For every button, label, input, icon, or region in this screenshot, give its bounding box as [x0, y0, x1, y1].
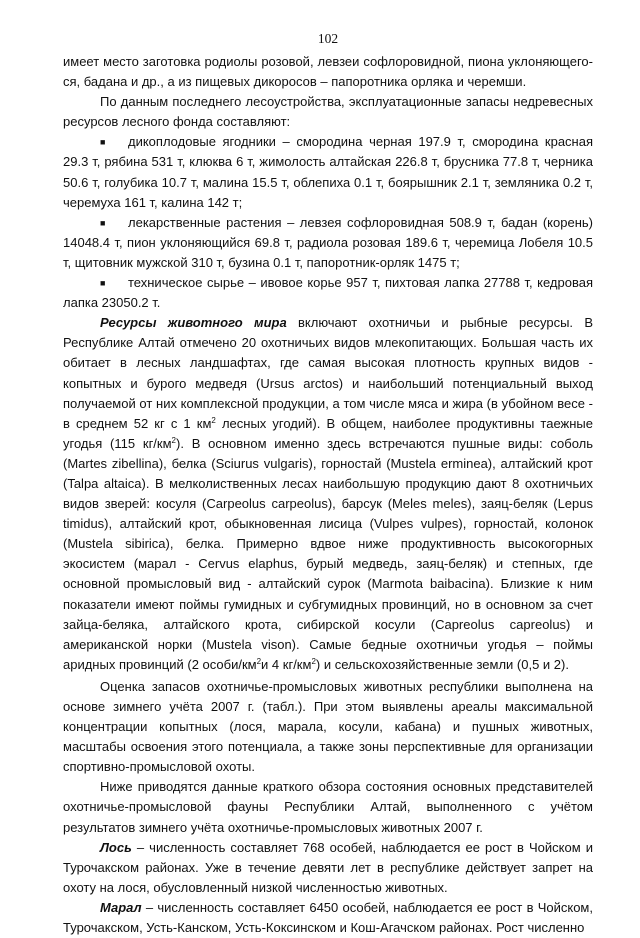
paragraph-review: Ниже приводятся данные краткого обзора состояния основных представителей охотничье-промысловой фауны Республики Алтай, выполненного с учётом результатов зимнего учёта охотничье-промысловых животных 2007 г.	[63, 779, 593, 835]
paragraph-assessment: Оценка запасов охотничье-промысловых животных республики выполнена на основе зимнего учёта 2007 г. (табл.). При этом выявлены ареалы максимальной концентрации копытных (лося, марала, косули, кабана) и пушных животных, масштабы освоения этого потенциала, а также зоны перспективные для организации спортивно-промысловой охоты.	[63, 678, 593, 775]
bullet-text: лекарственные растения – левзея софлоровидная 508.9 т, бадан (корень) 14048.4 т, пион уклоняющийся 69.8 т, радиола розовая 189.6 т, черемица Лобеля 10.5 т, щитовник мужской 310 т, бузина 0.1 т, папоротник-орляк 1475 т;	[63, 214, 593, 270]
paragraph-forest-inventory: По данным последнего лесоустройства, эксплуатационные запасы недревесных ресурсов лесного фонда составляют:	[63, 94, 593, 130]
paragraph-maral: Марал – численность составляет 6450 особей, наблюдается ее рост в Чойском, Турочакском, Усть-Канском, Усть-Коксинском и Кош-Агачском районах. Рост численно	[63, 899, 593, 936]
elk-heading: Лось	[100, 839, 132, 855]
animal-resources-heading: Ресурсы животного мира	[100, 315, 287, 331]
bullet-square-icon: ■	[100, 278, 106, 289]
bullet-square-icon: ■	[100, 217, 106, 228]
bullet-item-technical	[63, 273, 593, 313]
bullet-text: техническое сырье – ивовое корье 957 т, пихтовая лапка 27788 т, кедровая лапка 23050.2 т.	[63, 275, 593, 311]
document-page	[63, 30, 593, 938]
paragraph-animal-resources: Ресурсы животного мира включают охотничьи и рыбные ресурсы. В Республике Алтай отмечено 20 охотничьих видов млекопитающих. Большая часть их обитает в лесных ландшафтах, где самая высокая плотность крупных видов - копытных и бурого медведя (Ursus arctos) и наибольший потенциальный выход получаемой от них комплексной продукции, а том числе мяса и жира (в убойном весе - в среднем 52 кг с 1 $км^2$ лесных угодий). В общем, наиболее продуктивны таежные угодья (115 $кг/км^2$). В основном именно здесь встречаются пушные виды: соболь (Martes zibellina), белка (Sciurus vulgaris), горностай (Mustela erminea), алтайский крот (Talpa altaica). В мелколиственных лесах наибольшую продукцию дают 8 охотничьих видов зверей: косуля (Carpeolus carpeolus), барсук (Meles meles), заяц-беляк (Lepus timidus), алтайский крот, обыкновенная лисица (Vulpes vulpes), горностай, колонок (Mustela sibirica), белка. Примерно вдвое ниже продуктивность высокогорных экосистем (марал - Cervus elaphus, бурый медведь, заяц-беляк) и степных, где основной промысловый вид - алтайский сурок (Marmota baibacina). Близкие к ним показатели имеют поймы гумидных и субгумидных провинций, но в основном за счет зайца-беляка, алтайского крота, сибирской косули (Capreolus capreolus) и американской норки (Mustela vison). Самые бедные охотничьи угодья – поймы аридных провинций (2 особи/$км^2и$ 4 $кг/км^2$) и сельскохозяйственные земли (0,5 и 2).	[63, 315, 594, 672]
paragraph-harvesting: имеет место заготовка родиолы розовой, левзеи софлоровидной, пиона уклоняющегося, бадана и др., а из пищевых дикоросов – папоротника орляка и черемши.	[63, 54, 593, 90]
bullet-item-medicinal	[63, 213, 593, 273]
page-number: 102	[317, 31, 339, 46]
bullet-text: дикоплодовые ягодники – смородина черная 197.9 т, смородина красная 29.3 т, рябина 531 т, клюква 6 т, жимолость алтайская 226.8 т, брусника 77.8 т, черника 50.6 т, голубика 10.7 т, малина 15.5 т, облепиха 0.1 т, боярышник 2.1 т, земляника 0.2 т, черемуха 161 т, калина 142 т;	[63, 134, 593, 210]
bullet-square-icon: ■	[100, 137, 106, 148]
bullet-item-berries	[63, 132, 593, 212]
paragraph-elk: Лось – численность составляет 768 особей, наблюдается ее рост в Чойском и Турочакском районах. Уже в течение девяти лет в республике действует запрет на охоту на лося, обусловленный низкой численностью животных.	[63, 839, 593, 895]
maral-heading: Марал	[100, 899, 142, 915]
